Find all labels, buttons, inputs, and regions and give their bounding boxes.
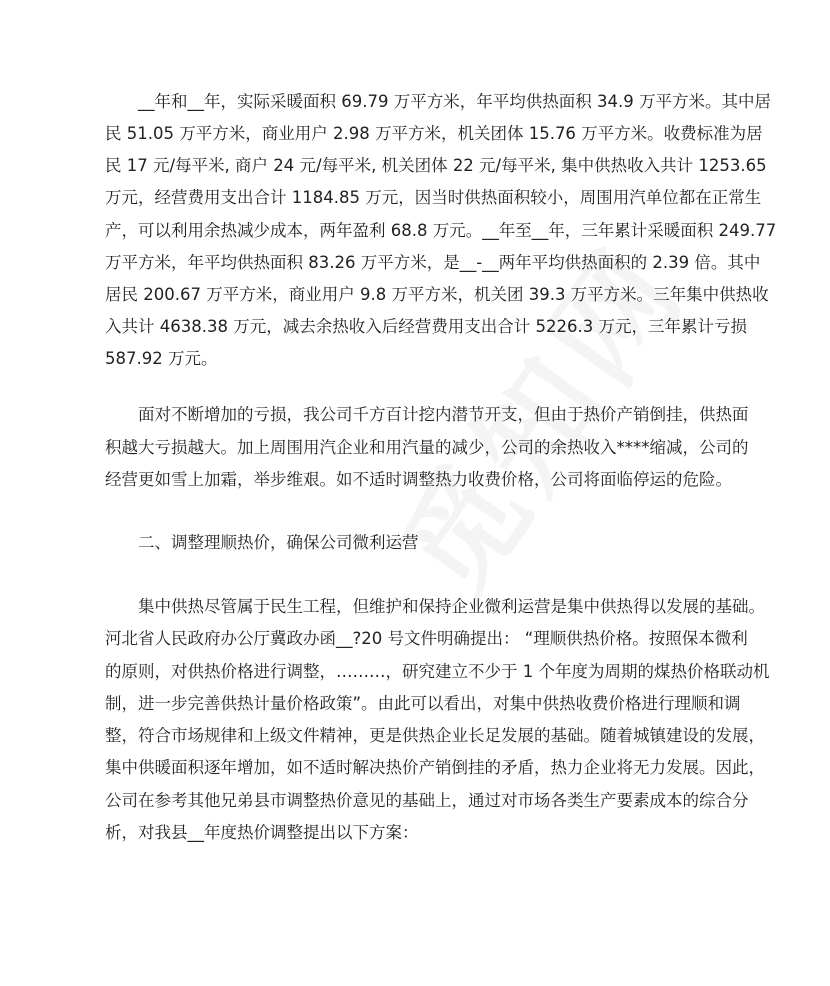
paragraph-line: 河北省人民政府办公厅冀政办函__?20 号文件明确提出： “理顺供热价格。按照保本微利 (105, 629, 748, 648)
section-heading: 二、调整理顺热价，确保公司微利运营 (138, 533, 419, 552)
paragraph-line: 制，进一步完善供热计量价格政策”。由此可以看出，对集中供热收费价格进行理顺和调 (105, 694, 741, 713)
paragraph-line: 集中供暖面积逐年增加，如不适时解决热价产销倒挂的矛盾，热力企业将无力发展。因此， (105, 758, 765, 777)
paragraph-line: 积越大亏损越大。加上周围用汽企业和用汽量的减少，公司的余热收入****缩减，公司的 (105, 438, 749, 457)
paragraph-line: 析，对我县__年度热价调整提出以下方案： (105, 823, 419, 842)
paragraph-line: 的原则，对供热价格进行调整，………，研究建立不少于 1 个年度为周期的煤热价格联动机 (105, 662, 770, 681)
paragraph-line: 居民 200.67 万平方米，商业用户 9.8 万平方米，机关团 39.3 万平方米。三年集中供热收 (105, 285, 769, 304)
paragraph-line: 民 17 元/每平米, 商户 24 元/每平米, 机关团体 22 元/每平米, 集中供热收入共计 1253.65 (105, 156, 767, 175)
paragraph-line: 民 51.05 万平方米，商业用户 2.98 万平方米，机关团体 15.76 万平方米。收费标准为居 (105, 124, 763, 143)
paragraph-line: 入共计 4638.38 万元，减去余热收入后经营费用支出合计 5226.3 万元，三年累计亏损 (105, 317, 747, 336)
paragraph-line: 面对不断增加的亏损，我公司千方百计挖内潜节开支，但由于热价产销倒挂，供热面 (138, 405, 749, 424)
paragraph-line: 万元，经营费用支出合计 1184.85 万元，因当时供热面积较小，周围用汽单位都在正常生 (105, 188, 762, 207)
paragraph-line: 公司在参考其他兄弟县市调整热价意见的基础上，通过对市场各类生产要素成本的综合分 (105, 791, 749, 810)
paragraph-line: 587.92 万元。 (105, 349, 218, 368)
paragraph-line: 整，符合市场规律和上级文件精神，更是供热企业长足发展的基础。随着城镇建设的发展， (105, 726, 765, 745)
paragraph-line: 产，可以利用余热减少成本，两年盈利 68.8 万元。__年至__年，三年累计采暖面积 249.77 (105, 221, 777, 240)
paragraph-line: __年和__年，实际采暖面积 69.79 万平方米，年平均供热面积 34.9 万平方米。其中居 (138, 92, 771, 111)
paragraph-line: 经营更如雪上加霜，举步维艰。如不适时调整热力收费价格，公司将面临停运的危险。 (105, 470, 732, 489)
paragraph-line: 集中供热尽管属于民生工程，但维护和保持企业微利运营是集中供热得以发展的基础。 (138, 597, 765, 616)
paragraph-line: 万平方米，年平均供热面积 83.26 万平方米，是__-__两年平均供热面积的 2.39 倍。其中 (105, 253, 761, 272)
